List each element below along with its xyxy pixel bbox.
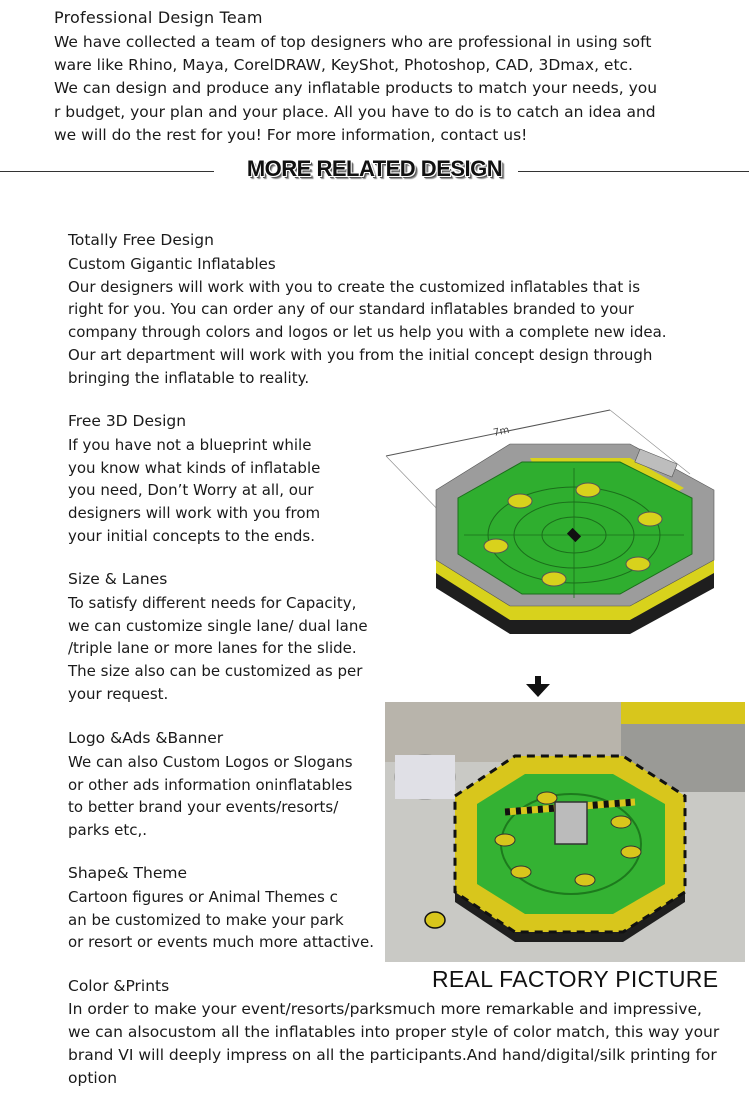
text-line: you need, Don’t Worry at all, our — [68, 481, 314, 500]
text-line: Our designers will work with you to create the customized inflatables that is — [68, 277, 641, 296]
text-line: to better brand your events/resorts/ — [68, 798, 339, 817]
text-line: We can also Custom Logos or Slogans — [68, 753, 353, 771]
intro-title: Professional Design Team — [54, 8, 263, 27]
dimension-extension — [386, 456, 444, 516]
text-line: or resort or events much more attactive. — [68, 933, 374, 952]
shape-theme-title: Shape& Theme — [68, 864, 188, 882]
text-line: or other ads information oninflatables — [68, 775, 353, 794]
text-line: brand VI will deeply impress on all the participants.And hand/digital/silk printing for — [68, 1046, 717, 1064]
photo-rolled-body — [395, 755, 455, 799]
free-3d-body — [68, 434, 320, 548]
logo-ads-title: Logo &Ads &Banner — [68, 729, 224, 747]
text-line: If you have not a blueprint while — [68, 436, 312, 454]
free-design-title: Totally Free Design — [68, 231, 214, 249]
text-line: bringing the inflatable to reality. — [68, 368, 310, 387]
arrow-down-icon — [525, 676, 551, 698]
shape-theme-body — [68, 886, 374, 954]
photo-center-machine — [555, 802, 587, 844]
text-line: designers will work with you from — [68, 504, 321, 523]
intro-paragraph — [54, 31, 664, 147]
text-line: To satisfy different needs for Capacity, — [68, 594, 357, 612]
intro-line: r budget, your plan and your place. All you have to do is to catch an idea and — [54, 102, 656, 121]
text-line: Custom Gigantic Inflatables — [68, 255, 276, 273]
text-line: Our art department will work with you from the initial concept design through — [68, 345, 653, 364]
free-3d-title: Free 3D Design — [68, 412, 187, 430]
text-line: right for you. You can order any of our standard inflatables branded to your — [68, 300, 634, 319]
text-line: we can customize single lane/ dual lane — [68, 616, 368, 635]
text-line: company through colors and logos or let us help you with a complete new idea. — [68, 323, 667, 342]
factory-photo — [385, 702, 745, 962]
inflatable-3d-render — [384, 398, 736, 648]
text-line: we can alsocustom all the inflatables into proper style of color match, this way your — [68, 1023, 720, 1041]
intro-line: ware like Rhino, Maya, CorelDRAW, KeyShot, Photoshop, CAD, 3Dmax, etc. — [54, 56, 633, 75]
section-banner: MORE RELATED DESIGN — [246, 156, 503, 181]
logo-ads-body — [68, 751, 353, 842]
text-line: your request. — [68, 684, 169, 703]
text-line: option — [68, 1069, 118, 1087]
color-prints-title: Color &Prints — [68, 977, 170, 995]
dimension-label: 7m — [492, 424, 511, 439]
photo-second-band — [621, 702, 745, 724]
text-line: your initial concepts to the ends. — [68, 526, 315, 545]
intro-line: we will do the rest for you! For more information, contact us! — [54, 125, 528, 144]
photo-blower — [425, 912, 445, 928]
photo-caption: REAL FACTORY PICTURE — [432, 966, 719, 992]
text-line: you know what kinds of inflatable — [68, 458, 321, 477]
size-lanes-title: Size & Lanes — [68, 570, 168, 588]
text-line: In order to make your event/resorts/parksmuch more remarkable and impressive, — [68, 1000, 702, 1018]
size-lanes-body — [68, 592, 368, 706]
text-line: an be customized to make your park — [68, 910, 344, 929]
text-line: /triple lane or more lanes for the slide. — [68, 639, 357, 658]
intro-line: We can design and produce any inflatable products to match your needs, you — [54, 79, 658, 98]
text-line: The size also can be customized as per — [68, 662, 363, 681]
free-design-body — [68, 253, 667, 389]
intro-line: We have collected a team of top designers who are professional in using soft — [54, 33, 652, 51]
color-prints-body — [68, 998, 728, 1090]
text-line: parks etc,. — [68, 821, 148, 840]
text-line: Cartoon figures or Animal Themes c — [68, 888, 338, 906]
